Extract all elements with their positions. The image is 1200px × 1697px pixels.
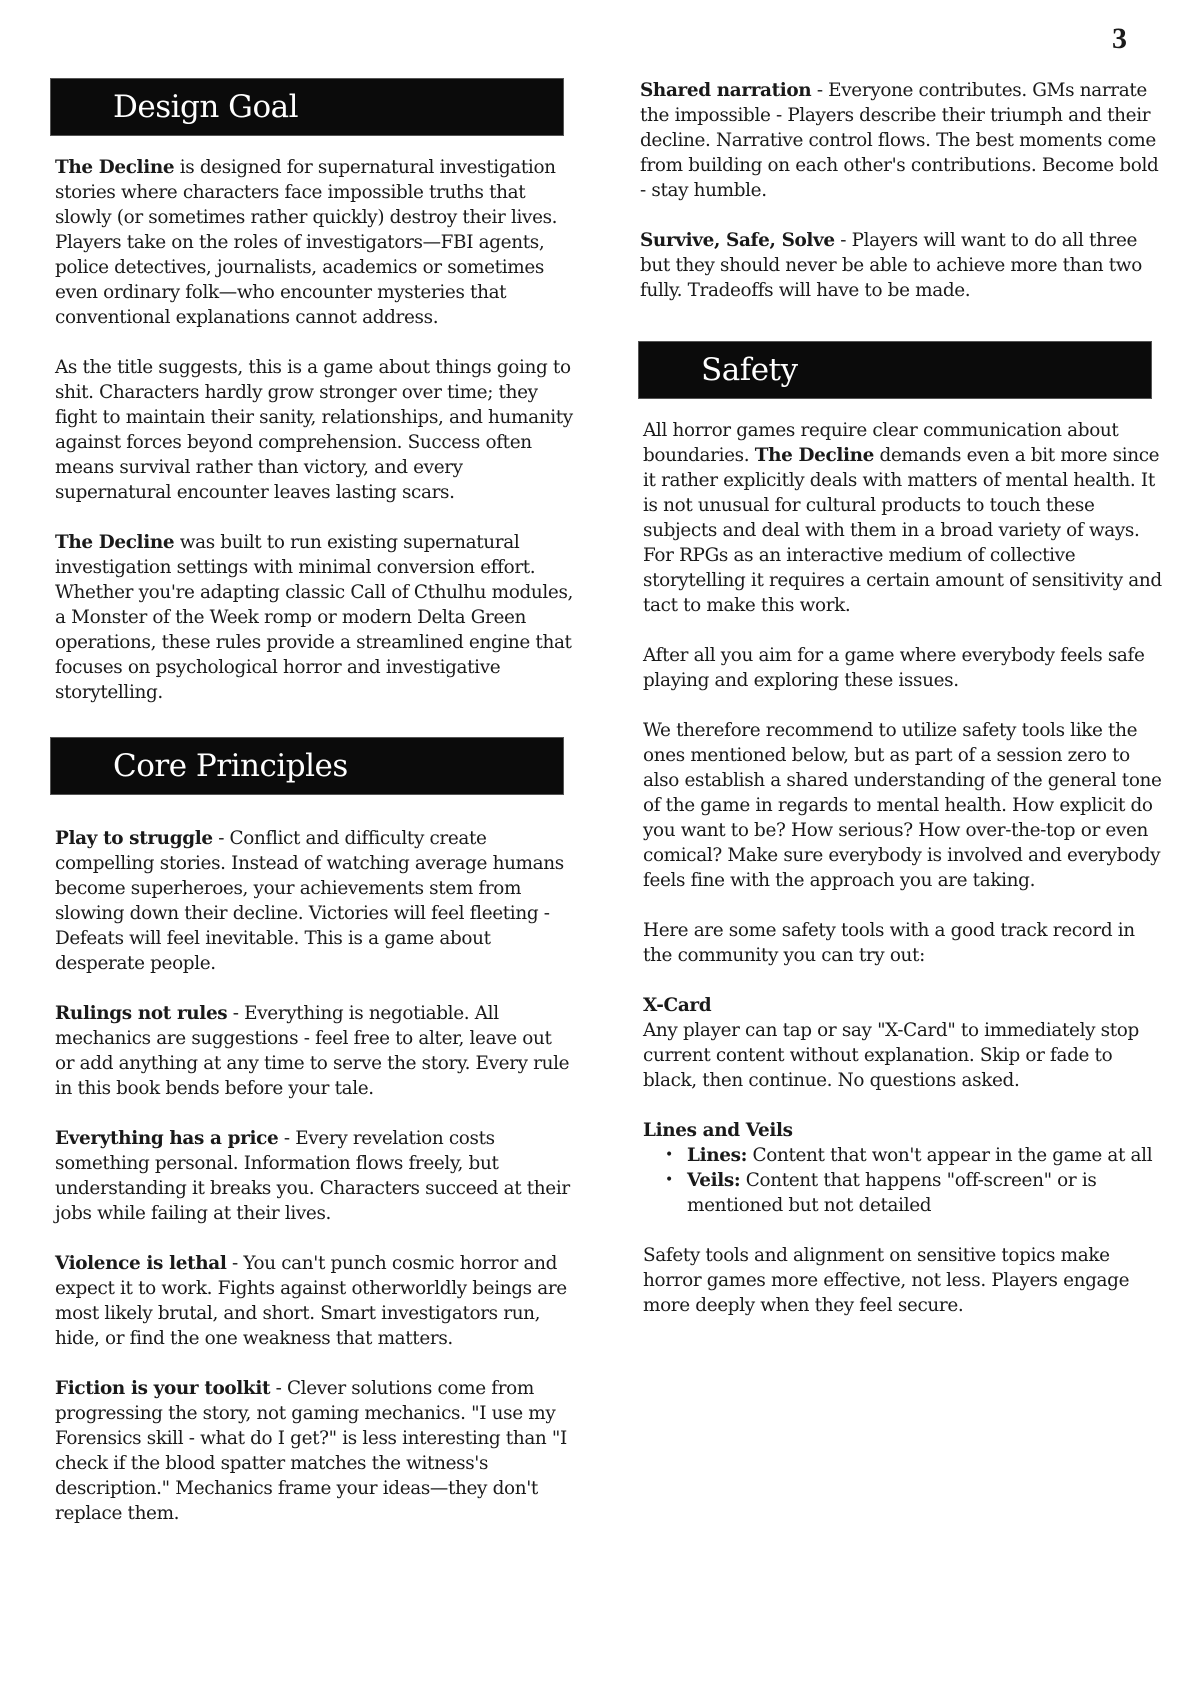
list-text: Content that won't appear in the game at all	[747, 1145, 1153, 1166]
paragraph	[55, 530, 575, 705]
paragraph-text: is designed for supernatural investigation stories where characters face impossible truths that slowly (or sometimes rather quickly) destroy their lives. Players take on the roles of investigators—FBI agents, police detectives, journalists, academics or sometimes even ordinary folk—who encounter mysteries that conventional explanations cannot address.	[55, 157, 558, 328]
principle-term: Survive, Safe, Solve	[640, 230, 835, 251]
section-title: Core Principles	[113, 748, 348, 784]
bullet-list	[643, 1143, 1163, 1218]
bold-term: The Decline	[754, 445, 874, 466]
list-term: Veils:	[687, 1170, 741, 1191]
right-column	[640, 78, 1163, 1318]
principle-text: - Clever solutions come from progressing the story, not gaming mechanics. "I use my Forensics skill - what do I get?" is less interesting than "I check if the blood spatter matches the witness's description." Mechanics frame your ideas—they don't replace them.	[55, 1378, 567, 1524]
section-title: Safety	[701, 352, 798, 388]
paragraph: After all you aim for a game where everybody feels safe playing and exploring these issues.	[643, 645, 1145, 691]
principle-text: - Every revelation costs something personal. Information flows freely, but understanding it breaks you. Characters succeed at their jobs while failing at their lives.	[55, 1128, 570, 1224]
bold-term: The Decline	[55, 532, 175, 553]
paragraph-text: was built to run existing supernatural investigation settings with minimal conversion effort. Whether you're adapting classic Call of Cthulhu modules, a Monster of the Week romp or modern Delta Green operations, these rules provide a streamlined engine that focuses on psychological horror and investigative storytelling.	[55, 532, 574, 703]
list-item	[687, 1143, 1163, 1168]
list-term: Lines:	[687, 1145, 748, 1166]
paragraph	[643, 418, 1163, 618]
section-banner-core-principles	[50, 737, 564, 795]
principle-item	[55, 1001, 575, 1101]
subheading-lines-and-veils	[643, 1118, 1163, 1143]
paragraph: Safety tools and alignment on sensitive topics make horror games more effective, not less. Players engage more deeply when they feel secure.	[643, 1245, 1130, 1316]
paragraph: Here are some safety tools with a good track record in the community you can try out:	[643, 920, 1135, 966]
section-banner-safety	[638, 341, 1152, 399]
principle-term: Shared narration	[640, 80, 812, 101]
section-title: Design Goal	[113, 89, 299, 125]
principle-item	[55, 1126, 575, 1226]
list-text: Content that happens "off-screen" or is mentioned but not detailed	[687, 1170, 1097, 1216]
principle-item	[55, 826, 575, 976]
principle-term: Fiction is your toolkit	[55, 1378, 271, 1399]
left-column	[55, 78, 575, 1526]
principle-text: - Everyone contributes. GMs narrate the impossible - Players describe their triumph and their decline. Narrative control flows. The best moments come from building on each other's contributions. Become bold - stay humble.	[640, 80, 1159, 201]
principle-term: Play to struggle	[55, 828, 213, 849]
paragraph-text: demands even a bit more since it rather explicitly deals with matters of mental health. It is not unusual for cultural products to touch these subjects and deal with them in a broad variety of ways. For RPGs as an interactive medium of collective storytelling it requires a certain amount of sensitivity and tact to make this work.	[643, 445, 1162, 616]
paragraph-text: All horror games require clear communication about boundaries.	[643, 420, 1119, 466]
principle-item	[640, 78, 1163, 203]
principle-text: - You can't punch cosmic horror and expect it to work. Fights against otherworldly beings are most likely brutal, and short. Smart investigators run, hide, or find the one weakness that matters.	[55, 1253, 567, 1349]
paragraph: We therefore recommend to utilize safety tools like the ones mentioned below, but as part of a session zero to also establish a shared understanding of the general tone of the game in regards to mental health. How explicit do you want to be? How serious? How over-the-top or even comical? Make sure everybody is involved and everybody feels fine with the approach you are taking.	[643, 720, 1162, 891]
principle-term: Everything has a price	[55, 1128, 279, 1149]
principle-text: - Players will want to do all three but they should never be able to achieve more than two fully. Tradeoffs will have to be made.	[640, 230, 1142, 301]
principle-item	[55, 1376, 575, 1526]
list-item	[687, 1168, 1163, 1218]
section-banner-design-goal	[50, 78, 564, 136]
subheading-x-card	[643, 993, 1163, 1018]
principle-item	[640, 228, 1163, 303]
principle-term: Rulings not rules	[55, 1003, 228, 1024]
page-number: 3	[1112, 22, 1127, 55]
subheading-text: X-Card	[643, 995, 712, 1016]
principle-text: - Conflict and difficulty create compelling stories. Instead of watching average humans become superheroes, your achievements stem from slowing down their decline. Victories will feel fleeting - Defeats will feel inevitable. This is a game about desperate people.	[55, 828, 564, 974]
paragraph: Any player can tap or say "X-Card" to immediately stop current content without explanation. Skip or fade to black, then continue. No questions asked.	[643, 1020, 1139, 1091]
paragraph	[55, 155, 575, 330]
paragraph: As the title suggests, this is a game about things going to shit. Characters hardly grow stronger over time; they fight to maintain their sanity, relationships, and humanity against forces beyond comprehension. Success often means survival rather than victory, and every supernatural encounter leaves lasting scars.	[55, 357, 573, 503]
principle-term: Violence is lethal	[55, 1253, 227, 1274]
bold-term: The Decline	[55, 157, 175, 178]
principle-text: - Everything is negotiable. All mechanics are suggestions - feel free to alter, leave out or add anything at any time to serve the story. Every rule in this book bends before your tale.	[55, 1003, 570, 1099]
subheading-text: Lines and Veils	[643, 1120, 793, 1141]
principle-item	[55, 1251, 575, 1351]
